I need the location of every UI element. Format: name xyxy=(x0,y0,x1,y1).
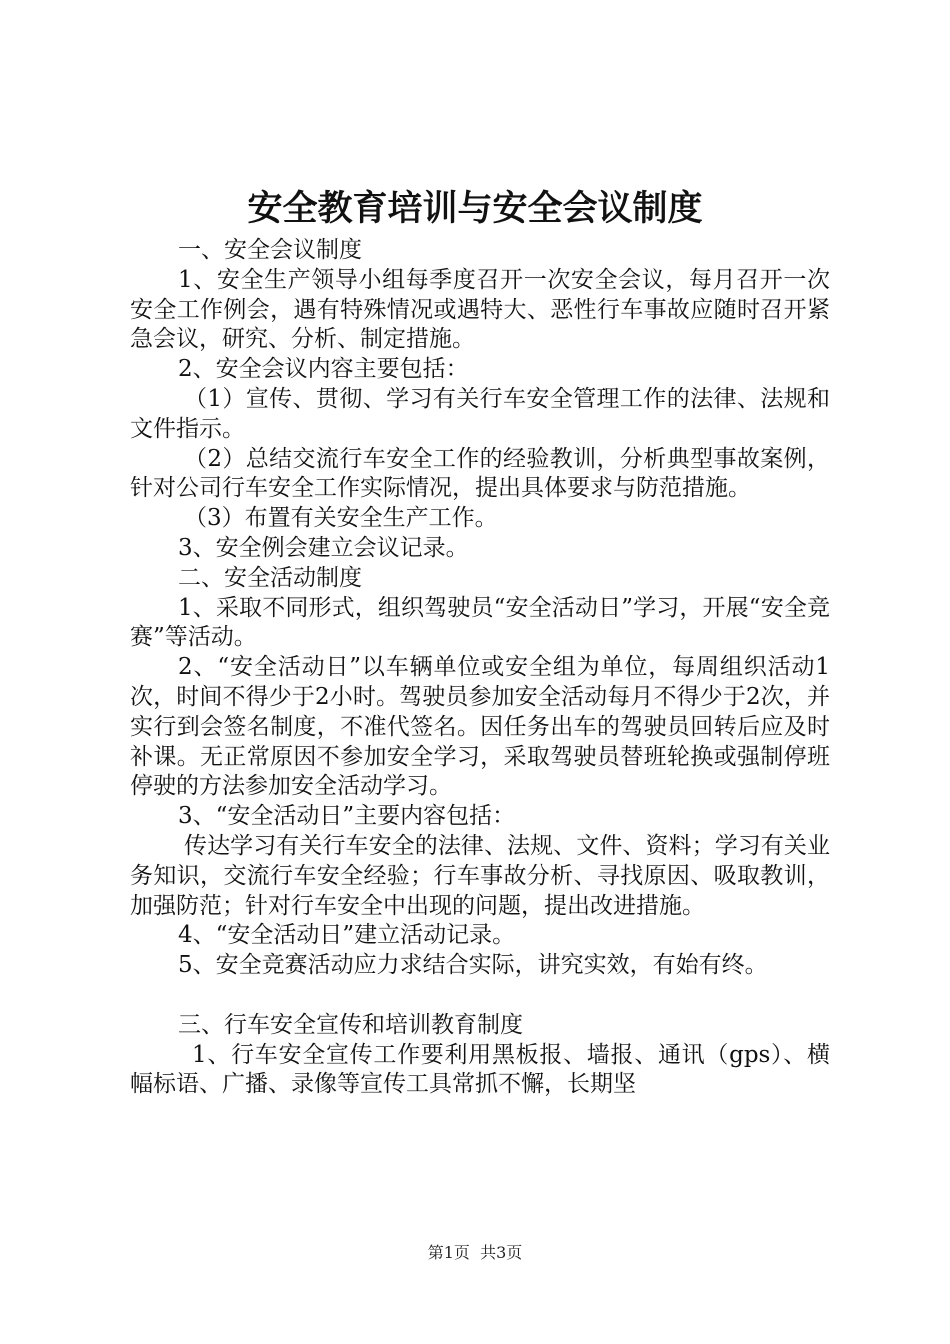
paragraph: 5、安全竞赛活动应力求结合实际，讲究实效，有始有终。 xyxy=(178,952,768,979)
paragraph: 2、“安全活动日”以车辆单位或安全组为单位，每周组织活动1次，时间不得少于2小时。驾驶员参加安全活动每月不得少于2次，并实行到会签名制度，不准代签名。因任务出车的驾驶员回转后应及时补课。无正常原因不参加安全学习，采取驾驶员替班轮换或强制停班停驶的方法参加安全活动学习。 xyxy=(130,654,830,800)
paragraph: 4、“安全活动日”建立活动记录。 xyxy=(178,922,516,949)
document-title: 安全教育培训与安全会议制度 xyxy=(247,188,703,229)
paragraph: （3）布置有关安全生产工作。 xyxy=(184,505,498,532)
document-body xyxy=(130,236,830,1100)
section-heading-3: 三、行车安全宣传和培训教育制度 xyxy=(178,1011,523,1038)
paragraph: （1）宣传、贯彻、学习有关行车安全管理工作的法律、法规和文件指示。 xyxy=(130,385,830,442)
section-heading-1: 一、安全会议制度 xyxy=(178,237,362,263)
paragraph: 传达学习有关行车安全的法律、法规、文件、资料；学习有关业务知识，交流行车安全经验；行车事故分析、寻找原因、吸取教训，加强防范；针对行车安全中出现的问题，提出改进措施。 xyxy=(130,832,830,919)
page-total: 共3页 xyxy=(480,1243,523,1262)
paragraph: 2、安全会议内容主要包括： xyxy=(178,356,469,383)
page-number: 第1页 xyxy=(427,1243,470,1262)
paragraph: 1、采取不同形式，组织驾驶员“安全活动日”学习，开展“安全竞赛”等活动。 xyxy=(130,594,830,651)
paragraph: 1、安全生产领导小组每季度召开一次安全会议，每月召开一次安全工作例会，遇有特殊情况或遇特大、恶性行车事故应随时召开紧急会议，研究、分析、制定措施。 xyxy=(130,266,830,353)
page-footer xyxy=(0,1243,950,1263)
paragraph: 3、安全例会建立会议记录。 xyxy=(178,534,469,561)
paragraph: 1、行车安全宣传工作要利用黑板报、墙报、通讯（gps）、横幅标语、广播、录像等宣传工具常抓不懈，长期坚 xyxy=(130,1041,830,1098)
section-heading-2: 二、安全活动制度 xyxy=(178,564,362,591)
blank-line xyxy=(130,981,830,1011)
paragraph: 3、“安全活动日”主要内容包括： xyxy=(178,803,516,830)
paragraph: （2）总结交流行车安全工作的经验教训，分析典型事故案例，针对公司行车安全工作实际情况，提出具体要求与防范措施。 xyxy=(130,445,830,502)
